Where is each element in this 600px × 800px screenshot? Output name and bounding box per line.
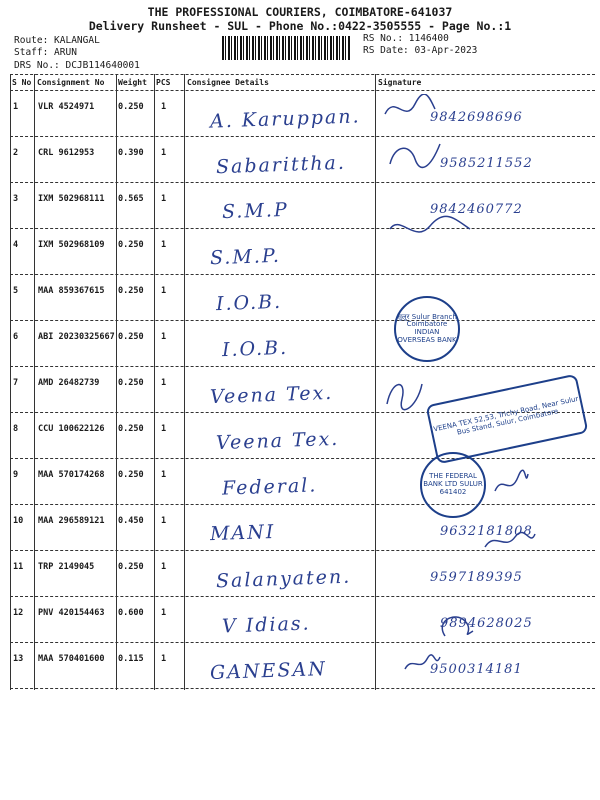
row-pcs: 1 <box>161 148 167 158</box>
row-sno: 7 <box>13 378 19 388</box>
row-pcs: 1 <box>161 654 167 664</box>
row-sno: 10 <box>13 516 24 526</box>
col-weight: Weight <box>118 78 147 87</box>
col-signature: Signature <box>378 78 422 87</box>
row-weight: 0.250 <box>118 378 144 388</box>
row-consignee-handwritten: Salanyaten. <box>215 565 352 593</box>
row-weight: 0.115 <box>118 654 144 664</box>
row-pcs: 1 <box>161 608 167 618</box>
row-weight: 0.600 <box>118 608 144 618</box>
row-consignment: MAA 859367615 <box>38 286 105 296</box>
row-sno: 4 <box>13 240 19 250</box>
company-title: THE PROFESSIONAL COURIERS, COIMBATORE-641037 <box>147 5 453 19</box>
row-sno: 13 <box>13 654 24 664</box>
row-weight: 0.250 <box>118 102 144 112</box>
row-pcs: 1 <box>161 286 167 296</box>
iob-stamp: सूलूर Sulur Branch Coimbatore INDIAN OVERSEAS BANK <box>394 296 460 362</box>
row-consignee-handwritten: I.O.B. <box>221 336 289 362</box>
col-consignment: Consignment No <box>37 78 105 87</box>
row-phone-handwritten: 9585211552 <box>440 156 533 171</box>
row-sno: 9 <box>13 470 19 480</box>
drs-label: DRS No.: DCJB114640001 <box>14 60 140 71</box>
row-consignee-handwritten: V Idias. <box>221 612 311 638</box>
row-pcs: 1 <box>161 424 167 434</box>
row-phone-handwritten: 9842460772 <box>430 202 523 217</box>
row-sno: 12 <box>13 608 24 618</box>
signature-scrawl-9 <box>490 469 530 499</box>
row-weight: 0.250 <box>118 240 144 250</box>
row-sno: 5 <box>13 286 19 296</box>
row-consignee-handwritten: MANI <box>209 520 276 546</box>
row-pcs: 1 <box>161 516 167 526</box>
row-pcs: 1 <box>161 102 167 112</box>
row-weight: 0.250 <box>118 332 144 342</box>
row-consignment: AMD 26482739 <box>38 378 100 388</box>
row-consignee-handwritten: Sabarittha. <box>215 151 347 179</box>
row-consignee-handwritten: A. Karuppan. <box>209 105 361 133</box>
staff-label: Staff: ARUN <box>14 47 77 58</box>
row-consignment: CCU 100622126 <box>38 424 105 434</box>
row-consignment: TRP 2149045 <box>38 562 95 572</box>
row-consignee-handwritten: Veena Tex. <box>209 381 334 409</box>
row-pcs: 1 <box>161 562 167 572</box>
federal-bank-stamp: THE FEDERAL BANK LTD SULUR 641402 <box>420 452 486 518</box>
row-consignment: ABI 20230325667 <box>38 332 115 342</box>
row-consignment: IXM 502968109 <box>38 240 105 250</box>
signature-scrawl-10 <box>480 529 540 554</box>
signature-scrawl-12 <box>435 611 475 641</box>
row-weight: 0.250 <box>118 424 144 434</box>
row-sno: 11 <box>13 562 24 572</box>
row-weight: 0.250 <box>118 470 144 480</box>
row-consignment: MAA 570401600 <box>38 654 105 664</box>
row-sno: 3 <box>13 194 19 204</box>
route-label: Route: KALANGAL <box>14 35 100 46</box>
runsheet-subtitle: Delivery Runsheet - SUL - Phone No.:0422-3505555 - Page No.:1 <box>88 19 512 33</box>
row-sno: 1 <box>13 102 19 112</box>
row-phone-handwritten: 9632181808 <box>440 524 533 539</box>
row-consignee-handwritten: Federal. <box>221 474 318 500</box>
row-pcs: 1 <box>161 378 167 388</box>
row-pcs: 1 <box>161 332 167 342</box>
row-sno: 2 <box>13 148 19 158</box>
row-consignee-handwritten: Veena Tex. <box>215 427 340 455</box>
row-sno: 8 <box>13 424 19 434</box>
row-weight: 0.565 <box>118 194 144 204</box>
row-phone-handwritten: 9894628025 <box>440 616 533 631</box>
rs-date: RS Date: 03-Apr-2023 <box>363 45 478 56</box>
row-weight: 0.390 <box>118 148 144 158</box>
col-consignee: Consignee Details <box>187 78 269 87</box>
row-pcs: 1 <box>161 240 167 250</box>
row-phone-handwritten: 9842698696 <box>430 110 523 125</box>
row-consignment: CRL 9612953 <box>38 148 95 158</box>
runsheet-table <box>10 74 595 690</box>
row-consignment: MAA 296589121 <box>38 516 105 526</box>
row-weight: 0.450 <box>118 516 144 526</box>
signature-scrawl-7 <box>382 374 427 414</box>
rs-number: RS No.: 1146400 <box>363 33 449 44</box>
row-consignee-handwritten: GANESAN <box>209 657 328 685</box>
barcode <box>222 36 350 60</box>
veena-tex-stamp: VEENA TEX 52,53, Trichy Road, Near Sulur Bus Stand, Sulur, Coimbatore <box>425 374 588 465</box>
row-phone-handwritten: 9597189395 <box>430 570 523 585</box>
row-weight: 0.250 <box>118 286 144 296</box>
row-consignment: IXM 502968111 <box>38 194 105 204</box>
row-pcs: 1 <box>161 194 167 204</box>
row-consignee-handwritten: S.M.P <box>221 198 290 224</box>
row-consignee-handwritten: I.O.B. <box>215 290 283 316</box>
row-consignee-handwritten: S.M.P. <box>209 244 282 270</box>
signature-scrawl-2 <box>385 139 445 174</box>
row-pcs: 1 <box>161 470 167 480</box>
row-sno: 6 <box>13 332 19 342</box>
row-consignment: MAA 570174268 <box>38 470 105 480</box>
row-phone-handwritten: 9500314181 <box>430 662 523 677</box>
signature-scrawl-1 <box>380 94 440 124</box>
row-weight: 0.250 <box>118 562 144 572</box>
signature-scrawl-3 <box>385 214 475 244</box>
col-pcs: PCS <box>156 78 171 87</box>
row-consignment: PNV 420154463 <box>38 608 105 618</box>
row-consignment: VLR 4524971 <box>38 102 95 112</box>
col-sno: S No <box>12 78 32 87</box>
signature-scrawl-13 <box>402 654 442 674</box>
